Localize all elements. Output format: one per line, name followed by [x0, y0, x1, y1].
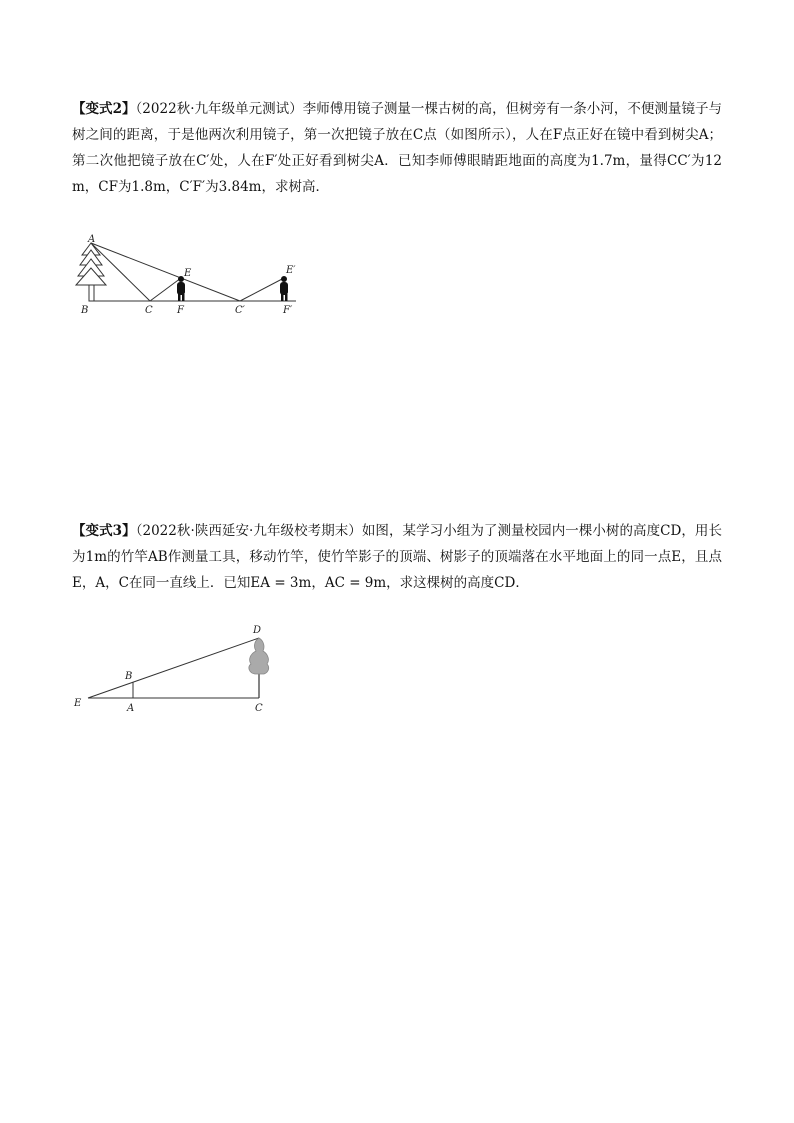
- problem-2: [72, 96, 722, 200]
- problem-3-tag: 【变式3】: [72, 523, 136, 539]
- problem-2-body: 李师傅用镜子测量一棵古树的高，但树旁有一条小河，不便测量镜子与树之间的距离，于是他两次利用镜子，第一次把镜子放在C点（如图所示），人在F点正好在镜中看到树尖A；第二次他把镜子放在C′处，人在F′处正好看到树尖A．已知李师傅眼睛距地面的高度为1.7m，量得CC′为12 m，CF为1.8m，C′F′为3.84m，求树高．: [72, 101, 722, 195]
- label-E: E: [74, 698, 82, 709]
- label-C-prime: C′: [235, 305, 245, 316]
- label-C: C: [145, 305, 153, 316]
- label-D: D: [253, 625, 262, 636]
- label-E: E: [184, 268, 192, 279]
- problem-2-source: （2022秋·九年级单元测试）: [135, 101, 303, 117]
- label-B: B: [125, 671, 133, 682]
- problem-2-text: [72, 96, 722, 200]
- sight-line-ED: [88, 638, 259, 698]
- tree-icon: [76, 243, 106, 301]
- label-B: B: [81, 305, 89, 316]
- problem-3: [72, 518, 722, 596]
- problem-2-figure: [74, 232, 310, 316]
- problem-3-source: （2022秋·陕西延安·九年级校考期末）: [135, 523, 362, 539]
- problem-3-text: [72, 518, 722, 596]
- label-E-prime: E′: [286, 265, 296, 276]
- label-F-prime: F′: [283, 305, 293, 316]
- person-icon: [177, 276, 185, 301]
- problem-3-body: 如图，某学习小组为了测量校园内一棵小树的高度CD，用长为1m的竹竿AB作测量工具，移动竹竿，使竹竿影子的顶端、树影子的顶端落在水平地面上的同一点E，且点E，A，C在同一直线上．已知EA = 3m，AC = 9m，求这棵树的高度CD．: [72, 523, 722, 591]
- label-A: A: [88, 234, 96, 245]
- label-C: C: [255, 703, 263, 714]
- label-F: F: [177, 305, 184, 316]
- problem-3-figure: [70, 620, 280, 715]
- label-A: A: [127, 703, 135, 714]
- tree-icon: [249, 638, 269, 674]
- problem-2-tag: 【变式2】: [72, 101, 136, 117]
- person-icon: [280, 276, 288, 301]
